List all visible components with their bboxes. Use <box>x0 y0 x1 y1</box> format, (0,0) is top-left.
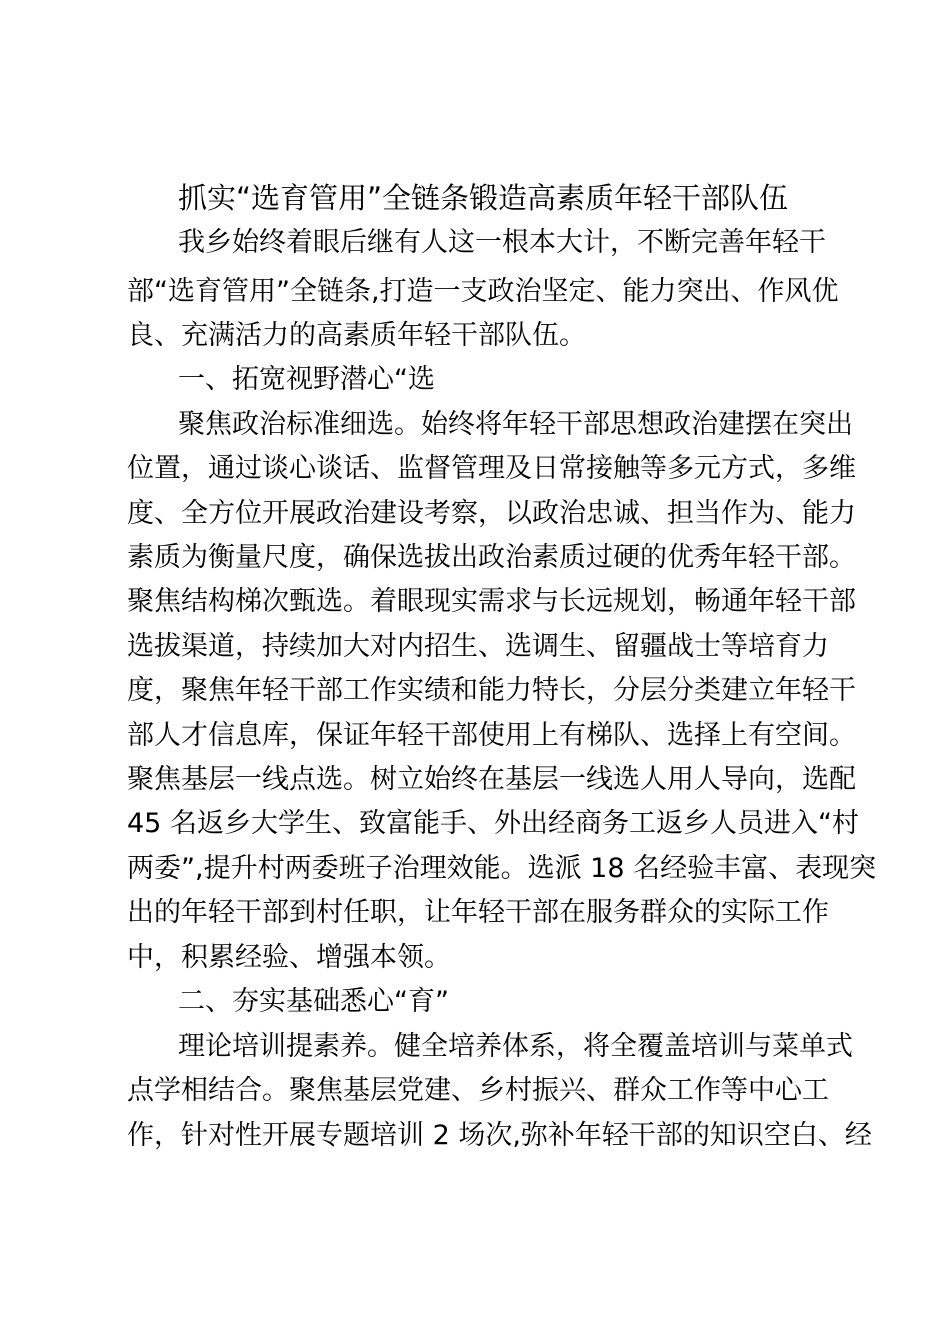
paragraph-line: 聚焦基层一线点选。树立始终在基层一线选人用人导向，选配 <box>127 764 856 795</box>
paragraph-line: 位置，通过谈心谈话、监督管理及日常接触等多元方式，多维 <box>127 453 856 484</box>
section-heading: 一、拓宽视野潜心“选 <box>178 364 435 395</box>
paragraph-line: 素质为衡量尺度，确保选拔出政治素质过硬的优秀年轻干部。 <box>127 542 856 573</box>
paragraph-line: 部人才信息库，保证年轻干部使用上有梯队、选择上有空间。 <box>127 720 856 751</box>
paragraph-line: 选拔渠道，持续加大对内招生、选调生、留疆战士等培育力 <box>127 631 829 662</box>
paragraph-line: 度、全方位开展政治建设考察，以政治忠诚、担当作为、能力 <box>127 498 856 529</box>
paragraph-line: 45 名返乡大学生、致富能手、外出经商务工返乡人员进入“村 <box>127 808 859 839</box>
section-heading: 二、夯实基础悉心“育” <box>178 986 449 1017</box>
paragraph-line: 聚焦结构梯次甄选。着眼现实需求与长远规划，畅通年轻干部 <box>127 586 856 617</box>
paragraph-line: 聚焦政治标准细选。始终将年轻干部思想政治建摆在突出 <box>178 409 853 440</box>
document-title: 抓实“选育管用”全链条锻造高素质年轻干部队伍 <box>178 181 789 215</box>
paragraph-line: 中，积累经验、增强本领。 <box>127 942 451 973</box>
paragraph-line: 两委”,提升村两委班子治理效能。选派 18 名经验丰富、表现突 <box>127 853 877 884</box>
paragraph-line: 理论培训提素养。健全培养体系，将全覆盖培训与菜单式 <box>178 1031 853 1062</box>
paragraph-line: 部“选育管用”全链条,打造一支政治坚定、能力突出、作风优 <box>127 276 839 307</box>
paragraph-line: 度，聚焦年轻干部工作实绩和能力特长，分层分类建立年轻干 <box>127 675 856 706</box>
paragraph-line: 我乡始终着眼后继有人这一根本大计，不断完善年轻干 <box>178 227 826 258</box>
paragraph-line: 点学相结合。聚焦基层党建、乡村振兴、群众工作等中心工 <box>127 1075 829 1106</box>
paragraph-line: 良、充满活力的高素质年轻干部队伍。 <box>127 320 586 351</box>
paragraph-line: 作，针对性开展专题培训 2 场次,弥补年轻干部的知识空白、经 <box>127 1120 872 1151</box>
paragraph-line: 出的年轻干部到村任职，让年轻干部在服务群众的实际工作 <box>127 897 829 928</box>
